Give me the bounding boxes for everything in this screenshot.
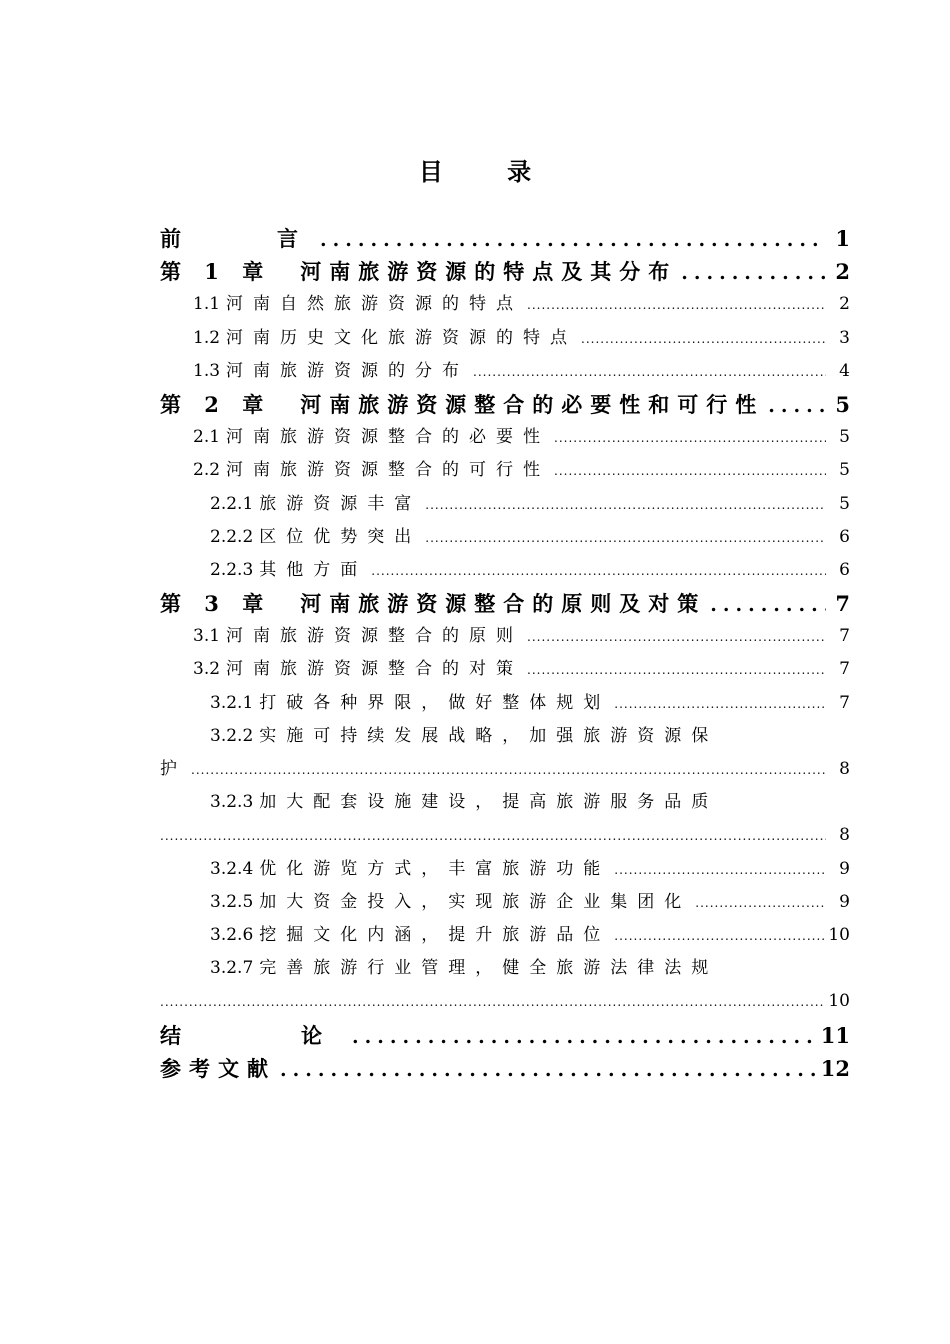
toc-entry-conclusion[interactable] [160, 1019, 850, 1052]
toc-entry-3-2-4[interactable] [160, 853, 850, 886]
toc-entry-3-2-2-continued[interactable] [160, 753, 850, 786]
toc-entry-page: 9 [839, 891, 850, 912]
toc-entry-label: 旅游资源丰富 [259, 493, 422, 514]
dot-leader [581, 323, 826, 356]
toc-entry-label: 河南旅游资源整合的原则 [226, 626, 524, 647]
dot-leader [768, 390, 826, 423]
toc-entry-page: 2 [835, 259, 850, 285]
toc-title: 目 录 [418, 157, 560, 186]
toc-entry-number: 3.2.4 [210, 858, 254, 879]
toc-entry-label: 河南旅游资源整合的可行性 [226, 460, 551, 481]
toc-entry-page: 7 [839, 626, 850, 647]
toc-entry-label: 参考文献 [160, 1055, 276, 1081]
toc-entry-page: 5 [839, 493, 850, 514]
toc-entry-chapter-3[interactable] [160, 587, 850, 620]
dot-leader [160, 820, 826, 853]
toc-entry-number: 1.2 [193, 327, 221, 348]
toc-entry-label: 前 言 [160, 226, 316, 251]
toc-entry-3-1[interactable] [160, 620, 850, 653]
dot-leader [710, 589, 826, 622]
toc-entry-page: 4 [839, 360, 850, 381]
dot-leader [160, 986, 824, 1019]
toc-entry-label: 河南旅游资源的分布 [226, 360, 470, 381]
toc-entry-1-3[interactable] [160, 355, 850, 388]
toc-entry-number: 3.2.2 [210, 725, 254, 746]
toc-entry-label: 其他方面 [259, 559, 368, 580]
dot-leader [554, 455, 826, 488]
dot-leader [320, 224, 826, 257]
toc-entry-label: 结 论 [160, 1022, 348, 1048]
toc-entry-number: 3.2.1 [210, 692, 254, 713]
toc-entry-page: 6 [839, 526, 850, 547]
toc-entry-3-2-7-continued[interactable] [160, 985, 850, 1018]
toc-entry-number: 3.2.3 [210, 792, 254, 813]
dot-leader [527, 621, 826, 654]
dot-leader [695, 887, 826, 920]
toc-entry-2-2-3[interactable] [160, 554, 850, 587]
toc-entry-1-1[interactable] [160, 288, 850, 321]
toc-entry-page: 3 [839, 327, 850, 348]
toc-entry-1-2[interactable] [160, 322, 850, 355]
toc-entry-3-2-3[interactable] [160, 786, 850, 819]
toc-entry-number: 1.3 [193, 360, 221, 381]
dot-leader [371, 555, 826, 588]
toc-entry-label: 第 1 章 河南旅游资源的特点及其分布 [160, 259, 678, 285]
dot-leader [425, 489, 826, 522]
toc-entry-page: 7 [835, 591, 850, 617]
toc-entry-page: 5 [835, 391, 850, 417]
table-of-contents [160, 222, 850, 1085]
toc-entry-2-2[interactable] [160, 454, 850, 487]
toc-entry-label: 第 2 章 河南旅游资源整合的必要性和可行性 [160, 391, 765, 417]
dot-leader [614, 688, 826, 721]
toc-entry-2-2-1[interactable] [160, 488, 850, 521]
dot-leader [527, 654, 826, 687]
toc-entry-number: 2.1 [193, 427, 221, 448]
toc-entry-label: 加大资金投入，实现旅游企业集团化 [259, 891, 692, 912]
toc-entry-page: 8 [839, 825, 850, 846]
toc-entry-label-continued: 护 [160, 759, 187, 779]
toc-entry-page: 1 [835, 226, 850, 251]
toc-entry-label: 挖掘文化内涵，提升旅游品位 [259, 924, 611, 945]
dot-leader [280, 1054, 817, 1087]
toc-entry-page: 6 [839, 559, 850, 580]
toc-entry-label: 实施可持续发展战略，加强旅游资源保 [259, 725, 719, 746]
toc-entry-page: 10 [828, 924, 850, 945]
toc-entry-number: 3.2.6 [210, 924, 254, 945]
toc-entry-3-2-1[interactable] [160, 687, 850, 720]
toc-entry-label: 河南旅游资源整合的对策 [226, 659, 524, 680]
toc-entry-3-2-3-continued[interactable] [160, 819, 850, 852]
toc-entry-chapter-1[interactable] [160, 255, 850, 288]
toc-entry-page: 5 [839, 427, 850, 448]
toc-entry-3-2[interactable] [160, 653, 850, 686]
toc-entry-label: 第 3 章 河南旅游资源整合的原则及对策 [160, 591, 707, 617]
toc-entry-label: 加大配套设施建设，提高旅游服务品质 [259, 792, 719, 813]
toc-entry-2-1[interactable] [160, 421, 850, 454]
dot-leader [191, 754, 826, 787]
toc-entry-3-2-7[interactable] [160, 952, 850, 985]
toc-entry-page: 10 [828, 991, 850, 1012]
dot-leader [681, 257, 826, 290]
dot-leader [527, 289, 826, 322]
toc-entry-3-2-5[interactable] [160, 886, 850, 919]
toc-entry-number: 2.2.2 [210, 526, 254, 547]
toc-entry-3-2-6[interactable] [160, 919, 850, 952]
toc-entry-label: 河南历史文化旅游资源的特点 [226, 327, 578, 348]
toc-entry-page: 11 [820, 1022, 850, 1048]
dot-leader [614, 854, 826, 887]
toc-entry-label: 完善旅游行业管理，健全旅游法律法规 [259, 958, 719, 979]
toc-entry-number: 3.2.7 [210, 958, 254, 979]
toc-entry-label: 区位优势突出 [259, 526, 422, 547]
toc-entry-label: 优化游览方式，丰富旅游功能 [259, 858, 611, 879]
dot-leader [352, 1021, 817, 1054]
dot-leader [473, 356, 826, 389]
toc-entry-page: 9 [839, 858, 850, 879]
toc-entry-page: 7 [839, 659, 850, 680]
toc-entry-3-2-2[interactable] [160, 720, 850, 753]
dot-leader [425, 522, 826, 555]
toc-entry-label: 河南自然旅游资源的特点 [226, 294, 524, 315]
toc-entry-page: 12 [820, 1055, 850, 1081]
toc-entry-number: 3.2.5 [210, 891, 254, 912]
toc-entry-label: 河南旅游资源整合的必要性 [226, 427, 551, 448]
toc-entry-number: 2.2 [193, 460, 221, 481]
toc-entry-references[interactable] [160, 1052, 850, 1085]
toc-entry-number: 2.2.1 [210, 493, 254, 514]
toc-entry-number: 1.1 [193, 294, 221, 315]
toc-entry-label: 打破各种界限，做好整体规划 [259, 692, 611, 713]
toc-entry-2-2-2[interactable] [160, 521, 850, 554]
dot-leader [614, 920, 824, 953]
toc-entry-page: 2 [839, 294, 850, 315]
toc-entry-page: 8 [839, 759, 850, 779]
dot-leader [554, 422, 826, 455]
toc-entry-page: 7 [839, 692, 850, 713]
toc-entry-number: 2.2.3 [210, 559, 254, 580]
toc-entry-number: 3.1 [193, 626, 221, 647]
toc-entry-page: 5 [839, 460, 850, 481]
toc-entry-preface[interactable] [160, 222, 850, 255]
toc-entry-number: 3.2 [193, 659, 221, 680]
toc-entry-chapter-2[interactable] [160, 388, 850, 421]
